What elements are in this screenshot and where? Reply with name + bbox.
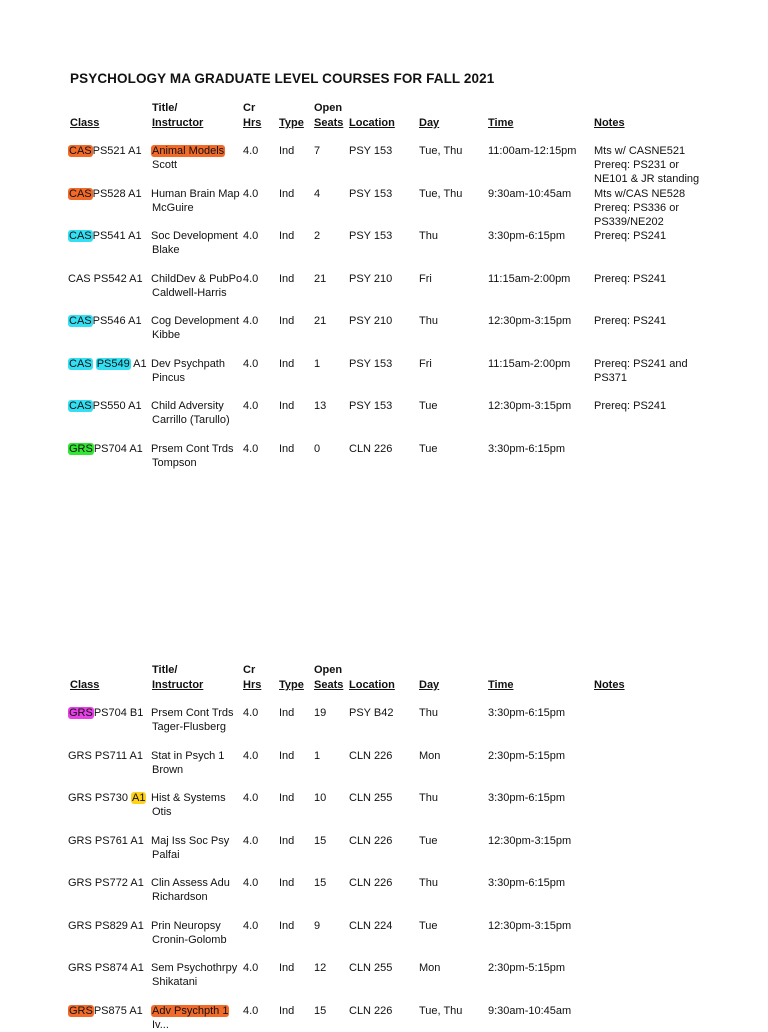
course-type: Ind	[279, 315, 295, 327]
header-seats-top-text: Open	[314, 102, 343, 114]
open-seats: 12	[314, 962, 327, 974]
course-title-text: Prsem Cont Trds	[151, 707, 234, 719]
credit-hours: 4.0	[243, 749, 259, 762]
header-type	[279, 116, 304, 130]
time: 9:30am-10:45am	[488, 187, 572, 200]
location: PSY B42	[349, 707, 394, 719]
header-title-top-text: Title/	[152, 102, 178, 114]
class-cell	[68, 834, 144, 848]
open-seats: 2	[314, 230, 321, 242]
notes-line: Prereq: PS336 or	[594, 201, 679, 214]
course-title	[151, 442, 234, 456]
course-title-text: Adv Psychpth 1	[152, 1004, 229, 1017]
header-class-text: Class	[70, 117, 100, 129]
course-title	[151, 876, 230, 890]
day: Thu	[419, 877, 438, 889]
location: CLN 226	[349, 442, 393, 455]
open-seats: 9	[314, 919, 321, 932]
header-seats-top-text: Open	[314, 664, 343, 676]
class-number: PS730	[94, 792, 131, 804]
notes-line: Mts w/ CASNE521	[594, 145, 686, 157]
header-cr-hrs-text: Hrs	[243, 117, 262, 129]
notes-line: Prereq: PS241	[594, 400, 667, 412]
time: 12:30pm-3:15pm	[488, 919, 572, 932]
course-title	[151, 706, 234, 720]
time: 11:00am-12:15pm	[488, 145, 577, 157]
header-location-text: Location	[349, 679, 395, 691]
course-type: Ind	[279, 834, 295, 847]
credit-hours: 4.0	[243, 187, 259, 200]
location: CLN 226	[349, 834, 393, 847]
credit-hours: 4.0	[243, 442, 259, 455]
header-seats-text: Seats	[314, 679, 344, 691]
class-cell	[68, 144, 142, 158]
header-seats-text: Seats	[314, 117, 344, 129]
instructor-name: Richardson	[152, 891, 208, 903]
credit-hours: 4.0	[243, 145, 259, 157]
header-class	[70, 678, 99, 692]
class-prefix: GRS	[68, 834, 92, 847]
class-prefix: GRS	[69, 1004, 93, 1017]
course-title-text: Hist & Systems	[151, 792, 226, 804]
open-seats: 21	[314, 315, 327, 327]
class-number: PS528 A1	[92, 187, 142, 200]
instructor-name: Kibbe	[152, 329, 181, 341]
day: Tue	[419, 400, 438, 412]
class-prefix: GRS	[69, 442, 93, 455]
instructor-name: Blake	[152, 244, 180, 256]
course-title-text: Prin Neuropsy	[151, 919, 221, 932]
course-type: Ind	[279, 187, 295, 200]
class-number: PS772 A1	[91, 877, 144, 889]
instructor-name: Pincus	[152, 371, 186, 384]
class-number: PS546 A1	[92, 315, 142, 327]
day: Tue, Thu	[419, 1004, 463, 1017]
course-title	[151, 749, 224, 763]
header-class-text: Class	[70, 679, 100, 691]
header-cr-top	[243, 101, 255, 115]
course-type: Ind	[279, 1004, 295, 1017]
course-type: Ind	[279, 707, 295, 719]
open-seats: 19	[314, 707, 327, 719]
day: Tue	[419, 442, 438, 455]
class-cell	[68, 187, 142, 201]
course-title	[151, 834, 229, 848]
header-seats	[314, 678, 343, 692]
course-title-text: Dev Psychpath	[151, 357, 225, 370]
day: Mon	[419, 749, 441, 762]
class-number: PS704 A1	[93, 442, 143, 455]
course-title	[151, 187, 240, 201]
class-prefix: CAS	[69, 145, 92, 157]
header-cr-top	[243, 663, 255, 677]
class-prefix: CAS	[69, 400, 92, 412]
notes-line: Prereq: PS231 or	[594, 159, 679, 171]
header-location	[349, 116, 395, 130]
day: Thu	[419, 230, 438, 242]
class-number: PS521 A1	[92, 145, 142, 157]
header-instructor	[152, 678, 203, 692]
time: 11:15am-2:00pm	[488, 357, 571, 370]
course-title-text: Human Brain Map	[151, 187, 240, 200]
instructor-name: Brown	[152, 763, 184, 776]
header-instructor-text: Instructor	[152, 679, 204, 691]
credit-hours: 4.0	[243, 877, 259, 889]
course-title-text: Animal Models	[152, 145, 225, 157]
credit-hours: 4.0	[243, 400, 259, 412]
class-cell	[68, 876, 144, 890]
course-type: Ind	[279, 230, 295, 242]
class-number: PS829 A1	[91, 919, 144, 932]
course-title-text: Cog Development	[151, 315, 240, 327]
location: CLN 255	[349, 962, 393, 974]
day: Mon	[419, 962, 441, 974]
header-notes-text: Notes	[594, 679, 625, 691]
class-prefix: GRS	[68, 792, 92, 804]
instructor-name: Cronin-Golomb	[152, 933, 227, 946]
header-notes	[594, 678, 625, 692]
class-cell	[68, 399, 142, 413]
header-seats	[314, 116, 343, 130]
location: PSY 210	[349, 315, 393, 327]
class-cell	[68, 442, 143, 456]
course-title-text: Child Adversity	[151, 400, 224, 412]
header-title-top	[152, 101, 177, 115]
instructor-name: McGuire	[152, 201, 194, 214]
course-title	[151, 791, 226, 805]
course-title	[151, 272, 242, 286]
header-cr-hrs	[243, 678, 261, 692]
notes-line: NE101 & JR standing	[594, 173, 700, 185]
class-prefix: GRS	[68, 749, 92, 762]
class-number: PS550 A1	[92, 400, 142, 412]
header-time-text: Time	[488, 117, 514, 129]
course-title	[151, 961, 237, 975]
header-cr-top-text: Cr	[243, 102, 256, 114]
class-number: PS549	[96, 357, 130, 370]
credit-hours: 4.0	[243, 357, 259, 370]
class-cell	[68, 229, 142, 243]
class-number: PS875 A1	[93, 1004, 143, 1017]
time: 3:30pm-6:15pm	[488, 442, 566, 455]
course-title	[151, 144, 225, 158]
day: Fri	[419, 357, 432, 370]
course-type: Ind	[279, 749, 295, 762]
class-prefix: CAS	[69, 315, 92, 327]
class-number: PS711 A1	[91, 749, 144, 762]
open-seats: 4	[314, 187, 321, 200]
time: 3:30pm-6:15pm	[488, 707, 566, 719]
course-type: Ind	[279, 272, 295, 285]
class-section: A1	[130, 357, 147, 370]
page-title: PSYCHOLOGY MA GRADUATE LEVEL COURSES FOR FALL 2021	[70, 71, 495, 86]
header-title-top-text: Title/	[152, 664, 178, 676]
day: Thu	[419, 707, 438, 719]
class-prefix: GRS	[68, 877, 92, 889]
notes-line: Prereq: PS241	[594, 315, 667, 327]
course-type: Ind	[279, 962, 295, 974]
instructor-name: Caldwell-Harris	[152, 286, 227, 299]
class-prefix: GRS	[68, 962, 92, 974]
class-number: PS542 A1	[90, 272, 143, 285]
header-title-top	[152, 663, 177, 677]
course-type: Ind	[279, 919, 295, 932]
day: Tue, Thu	[419, 187, 463, 200]
course-title	[151, 357, 225, 371]
day: Fri	[419, 272, 432, 285]
class-cell	[68, 706, 143, 720]
header-type-text: Type	[279, 679, 304, 691]
instructor-name: Otis	[152, 806, 172, 818]
open-seats: 15	[314, 877, 327, 889]
header-location	[349, 678, 395, 692]
course-type: Ind	[279, 442, 295, 455]
notes-line: Mts w/CAS NE528	[594, 187, 686, 200]
open-seats: 15	[314, 1004, 327, 1017]
header-cr-hrs-text: Hrs	[243, 679, 262, 691]
open-seats: 10	[314, 792, 327, 804]
course-type: Ind	[279, 877, 295, 889]
class-number: PS874 A1	[91, 962, 144, 974]
header-notes	[594, 116, 625, 130]
header-time-text: Time	[488, 679, 514, 691]
open-seats: 13	[314, 400, 327, 412]
credit-hours: 4.0	[243, 272, 259, 285]
class-cell	[68, 791, 146, 805]
class-number: PS761 A1	[91, 834, 144, 847]
header-seats-top	[314, 663, 342, 677]
open-seats: 7	[314, 145, 321, 157]
open-seats: 21	[314, 272, 327, 285]
header-day	[419, 678, 439, 692]
class-number: PS541 A1	[92, 230, 142, 242]
credit-hours: 4.0	[243, 834, 259, 847]
header-day	[419, 116, 439, 130]
day: Thu	[419, 315, 438, 327]
class-prefix: CAS	[69, 230, 92, 242]
course-title	[151, 919, 221, 933]
header-day-text: Day	[419, 679, 440, 691]
course-title-text: Prsem Cont Trds	[151, 442, 234, 455]
location: PSY 153	[349, 400, 393, 412]
class-number: PS704 B1	[93, 707, 144, 719]
instructor-name: Carrillo (Tarullo)	[152, 414, 230, 426]
time: 3:30pm-6:15pm	[488, 792, 566, 804]
instructor-name: Palfai	[152, 848, 180, 861]
credit-hours: 4.0	[243, 919, 259, 932]
location: PSY 210	[349, 272, 393, 285]
class-prefix: GRS	[68, 919, 92, 932]
time: 3:30pm-6:15pm	[488, 230, 566, 242]
class-cell	[68, 357, 147, 371]
location: PSY 153	[349, 187, 393, 200]
location: CLN 255	[349, 792, 393, 804]
class-cell	[68, 749, 143, 763]
time: 9:30am-10:45am	[488, 1004, 572, 1017]
course-title	[151, 1004, 229, 1018]
header-seats-top	[314, 101, 342, 115]
notes-line: PS371	[594, 371, 628, 384]
class-cell	[68, 314, 142, 328]
time: 12:30pm-3:15pm	[488, 834, 572, 847]
header-class	[70, 116, 99, 130]
header-instructor-text: Instructor	[152, 117, 204, 129]
location: CLN 226	[349, 1004, 393, 1017]
credit-hours: 4.0	[243, 707, 259, 719]
header-day-text: Day	[419, 117, 440, 129]
class-prefix: CAS	[69, 187, 92, 200]
day: Thu	[419, 792, 438, 804]
open-seats: 1	[314, 357, 321, 370]
course-title-text: Clin Assess Adu	[151, 877, 230, 889]
course-title-text: Soc Development	[151, 230, 238, 242]
header-cr-hrs	[243, 116, 261, 130]
time: 2:30pm-5:15pm	[488, 749, 566, 762]
course-type: Ind	[279, 400, 295, 412]
header-type-text: Type	[279, 117, 304, 129]
course-title	[151, 229, 238, 243]
header-type	[279, 678, 304, 692]
course-title-text: Stat in Psych 1	[151, 749, 225, 762]
header-location-text: Location	[349, 117, 395, 129]
class-cell	[68, 272, 143, 286]
course-title-text: Maj Iss Soc Psy	[151, 834, 230, 847]
course-title	[151, 314, 239, 328]
credit-hours: 4.0	[243, 792, 259, 804]
day: Tue	[419, 834, 438, 847]
class-cell	[68, 1004, 143, 1018]
header-time	[488, 678, 513, 692]
header-notes-text: Notes	[594, 117, 625, 129]
class-prefix: CAS	[69, 357, 92, 370]
open-seats: 15	[314, 834, 327, 847]
notes-line: PS339/NE202	[594, 215, 664, 228]
location: CLN 226	[349, 749, 393, 762]
location: PSY 153	[349, 230, 393, 242]
course-type: Ind	[279, 792, 295, 804]
course-title-text: Sem Psychothrpy	[151, 962, 238, 974]
instructor-name: Shikatani	[152, 976, 198, 988]
class-section: A1	[132, 792, 146, 804]
header-instructor	[152, 116, 203, 130]
notes-line: Prereq: PS241	[594, 230, 667, 242]
course-title-text: ChildDev & PubPo	[151, 272, 243, 285]
open-seats: 1	[314, 749, 321, 762]
time: 11:15am-2:00pm	[488, 272, 571, 285]
time: 3:30pm-6:15pm	[488, 877, 566, 889]
time: 12:30pm-3:15pm	[488, 315, 572, 327]
class-prefix: GRS	[69, 707, 93, 719]
time: 2:30pm-5:15pm	[488, 962, 566, 974]
location: CLN 226	[349, 877, 393, 889]
location: PSY 153	[349, 357, 393, 370]
class-prefix: CAS	[68, 272, 91, 285]
location: CLN 224	[349, 919, 393, 932]
credit-hours: 4.0	[243, 1004, 259, 1017]
instructor-name: Tager-Flusberg	[152, 721, 226, 733]
class-cell	[68, 961, 144, 975]
class-cell	[68, 919, 144, 933]
time: 12:30pm-3:15pm	[488, 400, 572, 412]
instructor-name: Scott	[152, 159, 178, 171]
location: PSY 153	[349, 145, 393, 157]
header-time	[488, 116, 513, 130]
notes-line: Prereq: PS241	[594, 272, 667, 285]
course-type: Ind	[279, 357, 295, 370]
day: Tue, Thu	[419, 145, 463, 157]
course-type: Ind	[279, 145, 295, 157]
day: Tue	[419, 919, 438, 932]
credit-hours: 4.0	[243, 962, 259, 974]
instructor-name: Tompson	[152, 456, 197, 469]
header-cr-top-text: Cr	[243, 664, 256, 676]
instructor-name: Iv...	[152, 1018, 169, 1031]
credit-hours: 4.0	[243, 230, 259, 242]
credit-hours: 4.0	[243, 315, 259, 327]
course-title	[151, 399, 224, 413]
notes-line: Prereq: PS241 and	[594, 357, 688, 370]
open-seats: 0	[314, 442, 321, 455]
